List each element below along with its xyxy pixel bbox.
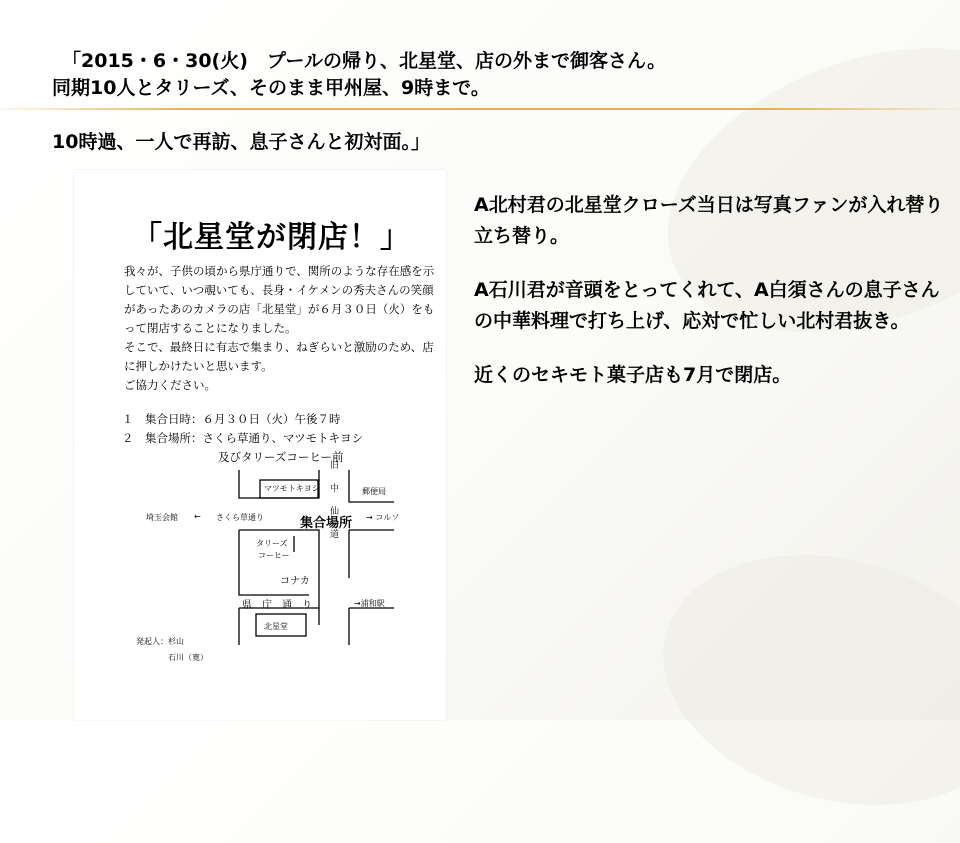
slide-body	[474, 190, 944, 414]
map-label: コーヒー	[258, 551, 290, 560]
map-label: 県 庁 通 り	[242, 600, 312, 611]
map-label: 埼玉会館	[146, 513, 178, 522]
map-diagram	[74, 170, 446, 720]
flyer-paragraph: 我々が、子供の頃から県庁通りで、関所のような存在感を示していて、いつ覗いても、長身・イケメンの秀夫さんの笑顔があったあのカメラの店「北星堂」が６月３０日（火）をもって閉店することになりました。	[124, 264, 435, 335]
background-swirl	[635, 518, 960, 843]
map-label: マツモトキヨシ	[264, 484, 320, 493]
accent-rule	[0, 108, 960, 110]
flyer-item: ２ 集合場所：さくら草通り、マツモトキヨシ	[122, 431, 364, 445]
flyer-item: 及びタリーズコーヒー前	[218, 450, 344, 464]
flyer-image	[74, 170, 446, 720]
body-paragraph: A北村君の北星堂クローズ当日は写真ファンが入れ替り立ち替り。	[474, 194, 944, 247]
body-paragraph: A石川君が音頭をとってくれて、A白須さんの息子さんの中華料理で打ち上げ、応対で忙しい北村君抜き。	[474, 279, 940, 332]
flyer-item: １ 集合日時：６月３０日（火）午後７時	[122, 412, 341, 426]
map-label: 北星堂	[264, 622, 288, 631]
flyer-signers	[136, 634, 208, 666]
flyer-paragraph: そこで、最終日に有志で集まり、ねぎらいと激励のため、店に押しかけたいと思います。	[124, 340, 434, 373]
title-line: 「2015・6・30(火) プールの帰り、北星堂、店の外まで御客さん。	[62, 50, 667, 72]
title-line: 10時過、一人で再訪、息子さんと初対面。」	[52, 131, 430, 153]
map-label: タリーズ	[256, 539, 288, 548]
signer: 発起人：杉山	[136, 637, 184, 646]
gathering-place-stamp: 集合場所	[300, 516, 353, 531]
map-label: ←	[194, 512, 201, 521]
slide-title	[52, 48, 932, 156]
map-label: さくら草通り	[216, 513, 264, 522]
flyer-paragraph: ご協力ください。	[124, 378, 216, 392]
signer: 石川（寛）	[168, 653, 208, 662]
map-label: コナカ	[280, 576, 310, 587]
map-label: 旧中仙道	[328, 460, 338, 552]
map-label: → コルソ	[366, 513, 400, 522]
flyer-heading: 「北星堂が閉店！」	[132, 220, 411, 255]
map-label: 郵便局	[362, 487, 386, 496]
body-paragraph: 近くのセキモト菓子店も7月で閉店。	[474, 364, 792, 386]
title-line: 同期10人とタリーズ、そのまま甲州屋、9時まで。	[52, 77, 490, 99]
map-label: →浦和駅	[354, 599, 385, 608]
